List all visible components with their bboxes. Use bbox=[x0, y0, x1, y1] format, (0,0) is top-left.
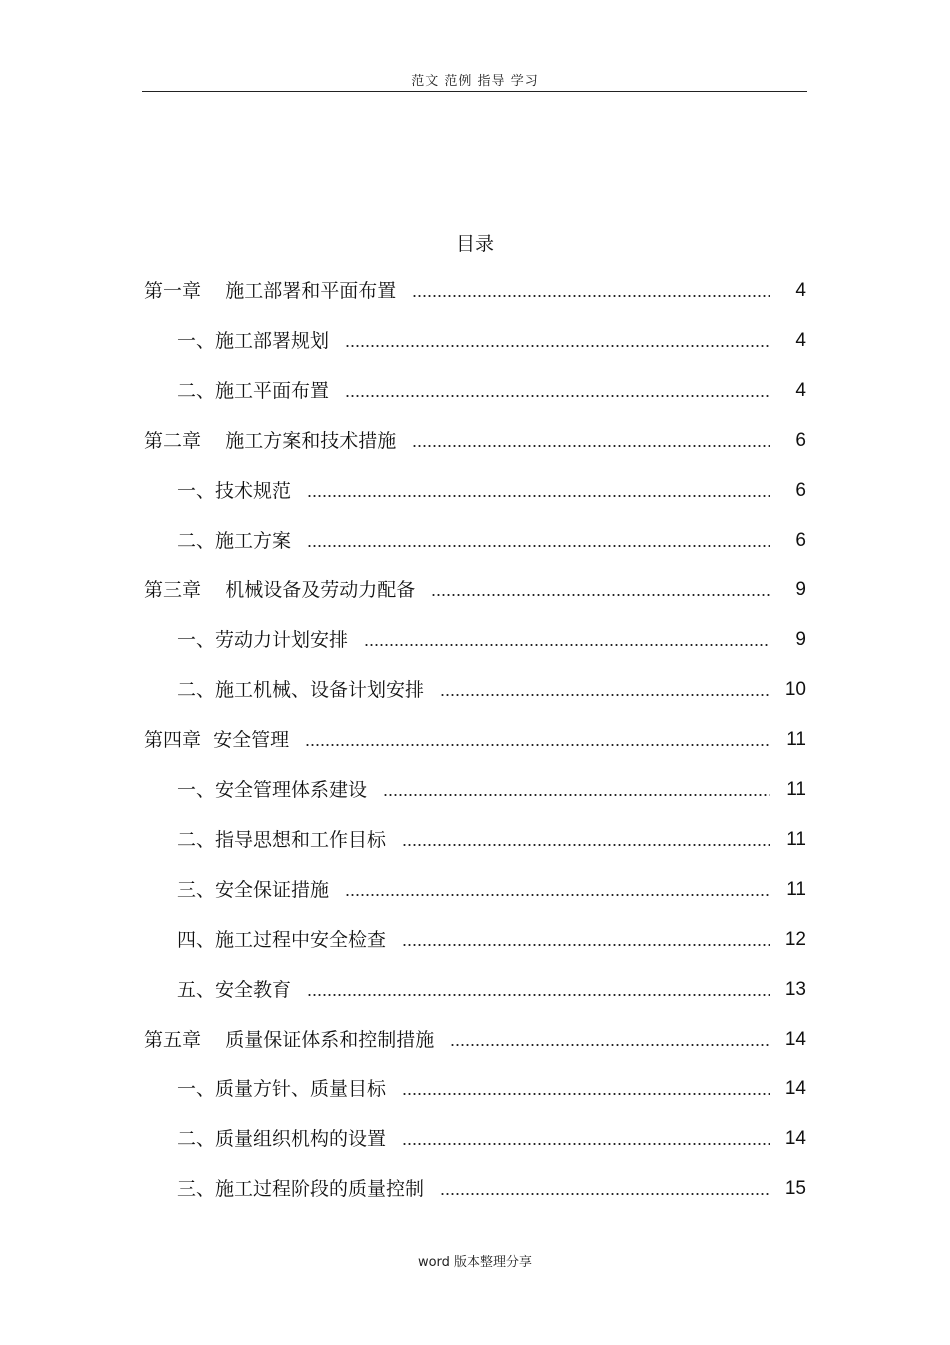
toc-entry-page: 6 bbox=[795, 430, 806, 451]
toc-entry-title: 施工方案 bbox=[215, 530, 292, 552]
toc-entry-title: 安全保证措施 bbox=[215, 879, 330, 901]
toc-entry-page: 6 bbox=[795, 480, 806, 501]
toc-entry-title: 指导思想和工作目标 bbox=[215, 829, 387, 851]
toc-entry-title: 施工方案和技术措施 bbox=[225, 430, 397, 452]
toc-entry-leader bbox=[345, 343, 770, 349]
toc-entry[interactable] bbox=[177, 1075, 806, 1103]
toc-entry-gap bbox=[201, 427, 225, 455]
toc-entry-page: 15 bbox=[784, 1178, 806, 1199]
toc-entry-page: 4 bbox=[795, 280, 806, 301]
toc-entry[interactable] bbox=[177, 377, 806, 405]
toc-entry[interactable] bbox=[177, 626, 806, 654]
toc-entry-leader bbox=[345, 892, 770, 898]
toc-entry-gap bbox=[201, 726, 213, 754]
toc-entry-page: 11 bbox=[786, 879, 806, 900]
toc-entry-leader bbox=[307, 992, 770, 998]
toc-entry-title: 施工过程阶段的质量控制 bbox=[215, 1178, 425, 1200]
toc-entry[interactable] bbox=[177, 477, 806, 505]
toc-entry-number: 二、 bbox=[177, 380, 216, 402]
toc-entry-page: 4 bbox=[795, 380, 806, 401]
toc-entry-number: 五、 bbox=[177, 979, 216, 1001]
toc-entry-number: 第四章 bbox=[144, 729, 202, 751]
toc-entry[interactable] bbox=[177, 826, 806, 854]
toc-entry-number: 一、 bbox=[177, 1078, 216, 1100]
toc-entry-leader bbox=[402, 1091, 770, 1097]
toc-entry-page: 9 bbox=[795, 629, 806, 650]
toc-entry-number: 四、 bbox=[177, 929, 216, 951]
toc-entry-page: 9 bbox=[795, 579, 806, 600]
toc-entry-title: 技术规范 bbox=[215, 480, 292, 502]
toc-entry-leader bbox=[307, 493, 770, 499]
toc-entry-leader bbox=[450, 1042, 770, 1048]
toc-entry[interactable] bbox=[177, 926, 806, 954]
toc-entry-leader bbox=[412, 443, 770, 449]
toc-entry-number: 二、 bbox=[177, 679, 216, 701]
toc-entry[interactable] bbox=[177, 676, 806, 704]
header-rule bbox=[142, 91, 807, 92]
toc-entry[interactable] bbox=[177, 1175, 806, 1203]
toc-entry-gap bbox=[201, 576, 225, 604]
toc-entry-number: 第五章 bbox=[144, 1029, 202, 1051]
toc-entry-number: 一、 bbox=[177, 629, 216, 651]
toc-entry-page: 14 bbox=[784, 1029, 806, 1050]
toc-entry-leader bbox=[305, 742, 770, 748]
toc-entry-page: 11 bbox=[786, 779, 806, 800]
toc-entry-page: 11 bbox=[786, 829, 806, 850]
toc-entry[interactable] bbox=[177, 976, 806, 1004]
toc-entry[interactable] bbox=[177, 876, 806, 904]
toc-entry-title: 质量保证体系和控制措施 bbox=[225, 1029, 435, 1051]
toc-entry-page: 12 bbox=[784, 929, 806, 950]
toc-entry-leader bbox=[345, 393, 770, 399]
toc-entry-leader bbox=[383, 792, 770, 798]
toc-entry-page: 10 bbox=[784, 679, 806, 700]
toc-entry-number: 三、 bbox=[177, 879, 216, 901]
toc-entry-gap bbox=[201, 277, 225, 305]
toc-entry[interactable] bbox=[144, 576, 806, 604]
toc-entry-title: 施工部署规划 bbox=[215, 330, 330, 352]
toc-entry-title: 施工过程中安全检查 bbox=[215, 929, 387, 951]
toc-entry-leader bbox=[440, 1191, 770, 1197]
toc-entry-number: 一、 bbox=[177, 480, 216, 502]
page-footer: word 版本整理分享 bbox=[417, 1255, 533, 1270]
toc-entry-title: 施工机械、设备计划安排 bbox=[215, 679, 425, 701]
toc-entry-page: 14 bbox=[784, 1078, 806, 1099]
toc-entry-number: 三、 bbox=[177, 1178, 216, 1200]
toc-entry-number: 一、 bbox=[177, 779, 216, 801]
toc-title: 目录 bbox=[455, 233, 494, 255]
toc-entry-title: 劳动力计划安排 bbox=[215, 629, 349, 651]
toc-entry[interactable] bbox=[177, 1125, 806, 1153]
toc-entry-page: 6 bbox=[795, 530, 806, 551]
toc-entry-title: 机械设备及劳动力配备 bbox=[225, 579, 416, 601]
toc-entry-gap bbox=[201, 1026, 225, 1054]
toc-entry-leader bbox=[412, 293, 770, 299]
toc-entry-title: 安全教育 bbox=[215, 979, 292, 1001]
toc-entry[interactable] bbox=[144, 726, 806, 754]
toc-entry-page: 4 bbox=[795, 330, 806, 351]
toc-entry-leader bbox=[402, 1141, 770, 1147]
toc-entry-number: 二、 bbox=[177, 1128, 216, 1150]
toc-entry[interactable] bbox=[144, 1026, 806, 1054]
toc-entry-number: 第一章 bbox=[144, 280, 202, 302]
toc-entry[interactable] bbox=[144, 427, 806, 455]
page-header: 范文 范例 指导 学习 bbox=[411, 74, 539, 89]
toc-entry[interactable] bbox=[144, 277, 806, 305]
toc-entry-page: 13 bbox=[784, 979, 806, 1000]
toc-entry-title: 施工平面布置 bbox=[215, 380, 330, 402]
toc-entry-title: 安全管理体系建设 bbox=[215, 779, 368, 801]
toc-entry-number: 第二章 bbox=[144, 430, 202, 452]
toc-entry-title: 施工部署和平面布置 bbox=[225, 280, 397, 302]
toc-entry-number: 二、 bbox=[177, 829, 216, 851]
toc-entry-leader bbox=[402, 842, 770, 848]
toc-entry-leader bbox=[402, 942, 770, 948]
toc-entry[interactable] bbox=[177, 776, 806, 804]
toc-entry[interactable] bbox=[177, 327, 806, 355]
toc-entry-leader bbox=[440, 692, 770, 698]
toc-entry-title: 质量方针、质量目标 bbox=[215, 1078, 387, 1100]
toc-entry-leader bbox=[364, 642, 770, 648]
toc-entry-leader bbox=[307, 543, 770, 549]
toc-entry-title: 质量组织机构的设置 bbox=[215, 1128, 387, 1150]
toc-entry-number: 一、 bbox=[177, 330, 216, 352]
toc-entry-number: 第三章 bbox=[144, 579, 202, 601]
toc-entry-page: 14 bbox=[784, 1128, 806, 1149]
toc-entry-leader bbox=[431, 592, 770, 598]
toc-entry-page: 11 bbox=[786, 729, 806, 750]
toc-entry-title: 安全管理 bbox=[213, 729, 290, 751]
toc-entry-number: 二、 bbox=[177, 530, 216, 552]
toc-entry[interactable] bbox=[177, 527, 806, 555]
